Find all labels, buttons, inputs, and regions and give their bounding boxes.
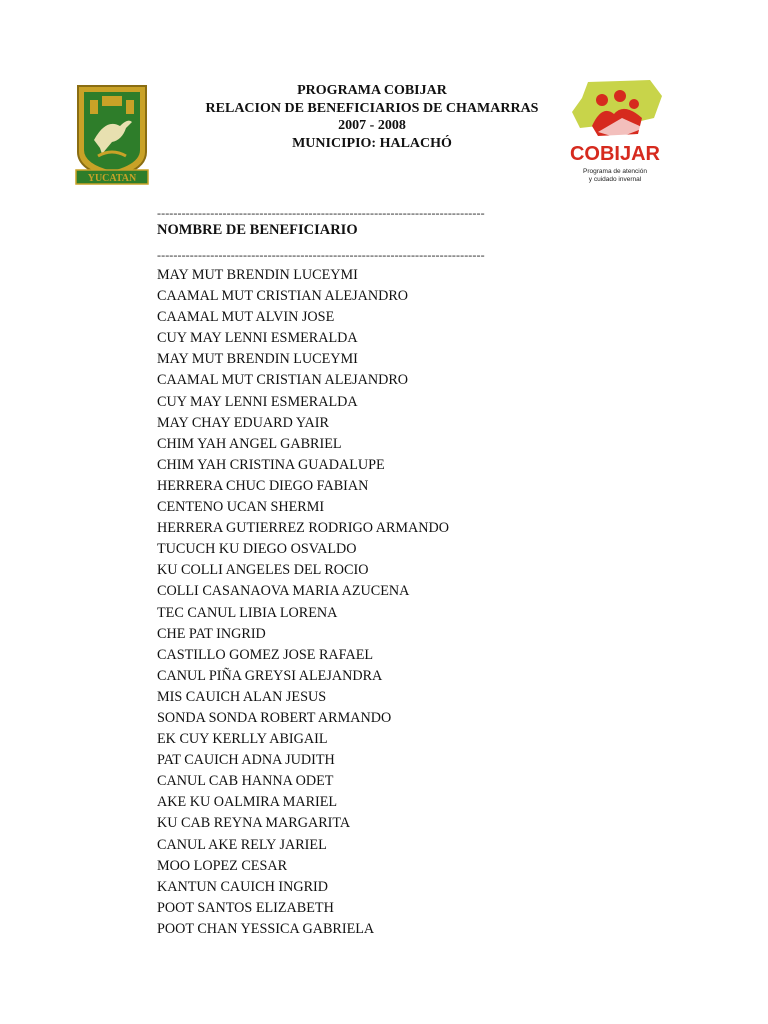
list-item: KANTUN CAUICH INGRID (157, 878, 329, 895)
cobijar-tagline-2: y cuidado invernal (588, 176, 642, 183)
list-item: COLLI CASANAOVA MARIA AZUCENA (157, 583, 410, 600)
list-item: CENTENO UCAN SHERMI (157, 499, 325, 516)
cobijar-brand-text: COBIJAR (569, 143, 661, 165)
list-item: MOO LOPEZ CESAR (157, 857, 288, 874)
list-item: HERRERA GUTIERREZ RODRIGO ARMANDO (157, 520, 450, 537)
list-item: MIS CAUICH ALAN JESUS (157, 688, 327, 705)
cobijar-tagline-1: Programa de atención (583, 168, 647, 175)
list-item: MAY MUT BRENDIN LUCEYMI (157, 351, 358, 368)
list-item: CASTILLO GOMEZ JOSE RAFAEL (157, 646, 374, 663)
yucatan-crest-logo (72, 82, 152, 188)
list-item: KU CAB REYNA MARGARITA (157, 815, 351, 832)
list-item: POOT CHAN YESSICA GABRIELA (157, 920, 375, 937)
list-item: CANUL PIÑA GREYSI ALEJANDRA (157, 667, 383, 684)
cobijar-logo (558, 74, 672, 198)
list-item: HERRERA CHUC DIEGO FABIAN (157, 477, 369, 494)
list-item: CUY MAY LENNI ESMERALDA (157, 330, 358, 347)
divider-top: -------------------------------------------------------------------------------- (157, 206, 485, 220)
divider-bottom: -------------------------------------------------------------------------------- (157, 248, 485, 262)
crest-banner-text: YUCATAN (87, 173, 137, 184)
list-item: SONDA SONDA ROBERT ARMANDO (157, 709, 392, 726)
list-item: MAY CHAY EDUARD YAIR (157, 414, 329, 431)
list-item: POOT SANTOS ELIZABETH (157, 899, 334, 916)
list-item: CANUL CAB HANNA ODET (157, 773, 334, 790)
list-item: TEC CANUL LIBIA LORENA (157, 604, 338, 621)
list-item: CAAMAL MUT ALVIN JOSE (157, 309, 335, 326)
list-item: MAY MUT BRENDIN LUCEYMI (157, 267, 358, 283)
list-item: CHE PAT INGRID (157, 625, 266, 642)
list-item: CAAMAL MUT CRISTIAN ALEJANDRO (157, 288, 409, 305)
period: 2007 - 2008 (338, 118, 406, 133)
program-name: PROGRAMA COBIJAR (297, 83, 447, 98)
list-item: CHIM YAH CRISTINA GUADALUPE (157, 456, 385, 473)
column-header: NOMBRE DE BENEFICIARIO (157, 222, 358, 238)
list-item: AKE KU OALMIRA MARIEL (157, 794, 338, 811)
list-item: TUCUCH KU DIEGO OSVALDO (157, 541, 357, 558)
list-item: EK CUY KERLLY ABIGAIL (157, 731, 328, 748)
document-title (160, 82, 584, 152)
list-item: CHIM YAH ANGEL GABRIEL (157, 435, 342, 452)
list-item: PAT CAUICH ADNA JUDITH (157, 752, 335, 769)
report-title: RELACION DE BENEFICIARIOS DE CHAMARRAS (205, 100, 539, 116)
list-item: CUY MAY LENNI ESMERALDA (157, 393, 358, 410)
municipality: MUNICIPIO: HALACHÓ (292, 135, 452, 151)
list-item: KU COLLI ANGELES DEL ROCIO (157, 562, 369, 579)
list-item: CANUL AKE RELY JARIEL (157, 836, 327, 853)
beneficiary-list (157, 265, 449, 940)
list-item: CAAMAL MUT CRISTIAN ALEJANDRO (157, 372, 409, 389)
